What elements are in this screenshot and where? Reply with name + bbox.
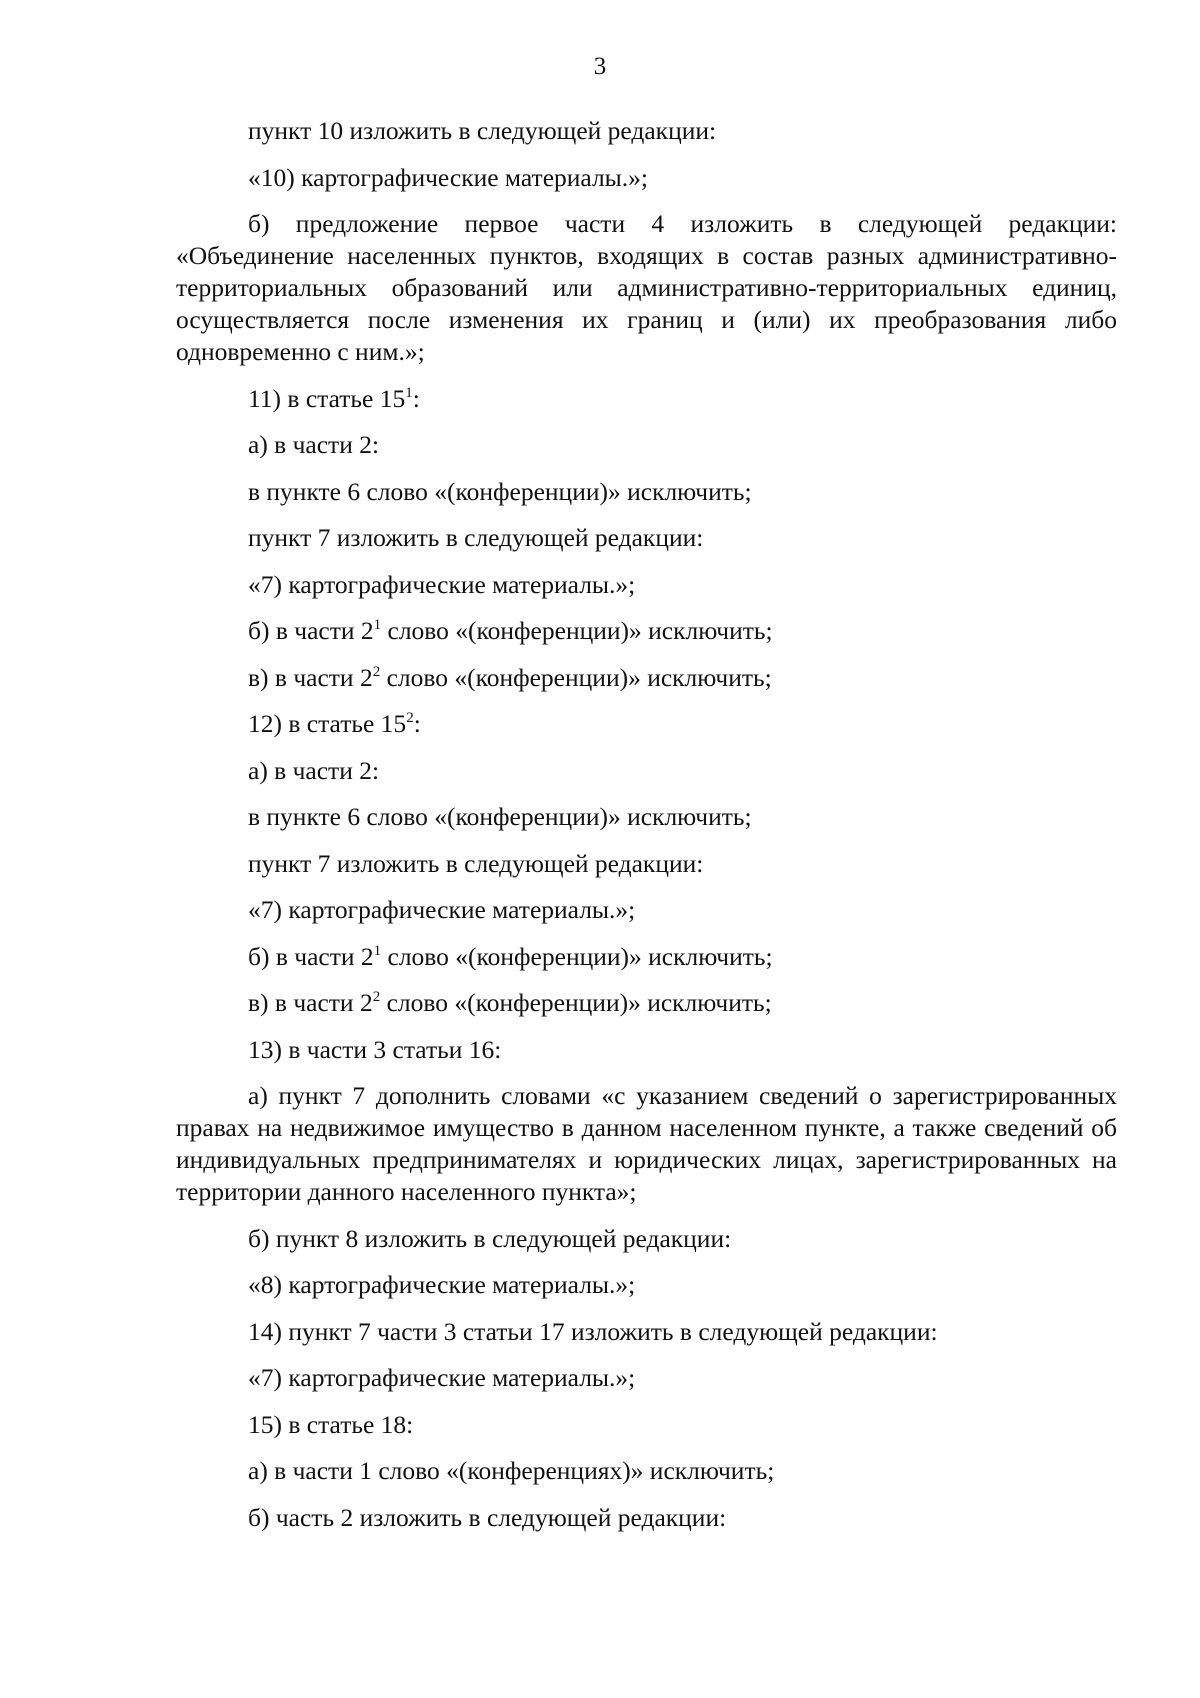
paragraph xyxy=(176,941,1117,973)
page-number: 3 xyxy=(593,53,607,80)
paragraph-text: в пункте 6 слово «(конференции)» исключить; xyxy=(248,476,752,506)
paragraph xyxy=(176,1362,1117,1394)
superscript: 1 xyxy=(373,617,382,633)
paragraph-text: б) пункт 8 изложить в следующей редакции: xyxy=(248,1223,732,1253)
paragraph-text: пункт 10 изложить в следующей редакции: xyxy=(248,116,717,145)
paragraph xyxy=(176,208,1117,368)
paragraph-text: в пункте 6 слово «(конференции)» исключить; xyxy=(248,802,752,831)
paragraph xyxy=(176,1316,1117,1348)
paragraph-text: «7) картографические материалы.»; xyxy=(248,1363,636,1392)
paragraph-text-after: слово «(конференции)» исключить; xyxy=(381,616,773,645)
paragraph-text: а) в части 1 слово «(конференциях)» исключить; xyxy=(248,1456,775,1485)
paragraph-text: б) в части 2 xyxy=(248,941,374,971)
paragraph xyxy=(176,1269,1117,1301)
paragraph-text: а) в части 2: xyxy=(248,755,380,785)
paragraph-text: 14) пункт 7 части 3 статьи 17 изложить в следующей редакции: xyxy=(248,1316,938,1346)
paragraph-text: 15) в статье 18: xyxy=(248,1409,414,1439)
paragraph-text: б) предложение первое части 4 изложить в следующей редакции: «Объединение населенных пунктов, входящих в состав разных административно-территориальных образований или административно-территориальных единиц, осуществляется после изменения их границ и (или) их преобразования либо одновременно с ним.»; xyxy=(176,209,1117,366)
superscript: 2 xyxy=(406,710,414,726)
paragraph xyxy=(176,1223,1117,1255)
paragraph-text: «7) картографические материалы.»; xyxy=(248,895,636,924)
paragraph xyxy=(176,662,1117,694)
paragraph-text: «10) картографические материалы.»; xyxy=(248,162,649,192)
paragraph xyxy=(176,522,1117,554)
paragraph xyxy=(176,1080,1117,1208)
paragraph-text: «8) картографические материалы.»; xyxy=(248,1270,636,1299)
paragraph-text: пункт 7 изложить в следующей редакции: xyxy=(248,523,704,552)
paragraph xyxy=(176,894,1117,926)
paragraph xyxy=(176,755,1117,787)
superscript: 2 xyxy=(372,989,381,1005)
paragraph-text: 11) в статье 15 xyxy=(248,383,406,413)
paragraph-text: «7) картографические материалы.»; xyxy=(248,569,636,599)
paragraph xyxy=(176,801,1117,833)
paragraph-text: пункт 7 изложить в следующей редакции: xyxy=(248,848,704,878)
paragraph-text: б) часть 2 изложить в следующей редакции: xyxy=(248,1502,727,1532)
paragraph-text: 12) в статье 15 xyxy=(248,709,407,738)
paragraph-text: в) в части 2 xyxy=(248,662,373,692)
paragraph xyxy=(176,476,1117,508)
paragraph xyxy=(176,987,1117,1019)
document-body xyxy=(176,115,1117,1548)
paragraph xyxy=(176,162,1117,194)
paragraph xyxy=(176,1502,1117,1534)
paragraph xyxy=(176,1409,1117,1441)
paragraph xyxy=(176,429,1117,461)
paragraph-text: 13) в части 3 статьи 16: xyxy=(248,1034,502,1064)
paragraph-text: б) в части 2 xyxy=(248,616,374,645)
paragraph xyxy=(176,115,1117,147)
paragraph xyxy=(176,708,1117,740)
paragraph-text-after: : xyxy=(412,383,420,413)
paragraph-text: а) в части 2: xyxy=(248,430,380,459)
paragraph-text: в) в части 2 xyxy=(248,988,373,1017)
paragraph xyxy=(176,615,1117,647)
paragraph xyxy=(176,1455,1117,1487)
paragraph-text-after: : xyxy=(413,709,421,738)
paragraph-text: а) пункт 7 дополнить словами «с указанием сведений о зарегистрированных правах на недвижимое имущество в данном населенном пункте, а также сведений об индивидуальных предпринимателях и юридических лицах, зарегистрированных на территории данного населенного пункта»; xyxy=(176,1081,1117,1206)
paragraph-text-after: слово «(конференции)» исключить; xyxy=(380,662,772,692)
paragraph xyxy=(176,383,1117,415)
superscript: 1 xyxy=(405,384,413,401)
paragraph xyxy=(176,1034,1117,1066)
paragraph xyxy=(176,848,1117,880)
superscript: 1 xyxy=(373,942,382,959)
paragraph-text-after: слово «(конференции)» исключить; xyxy=(381,941,773,971)
paragraph-text-after: слово «(конференции)» исключить; xyxy=(380,988,772,1017)
superscript: 2 xyxy=(372,663,381,680)
paragraph xyxy=(176,569,1117,601)
